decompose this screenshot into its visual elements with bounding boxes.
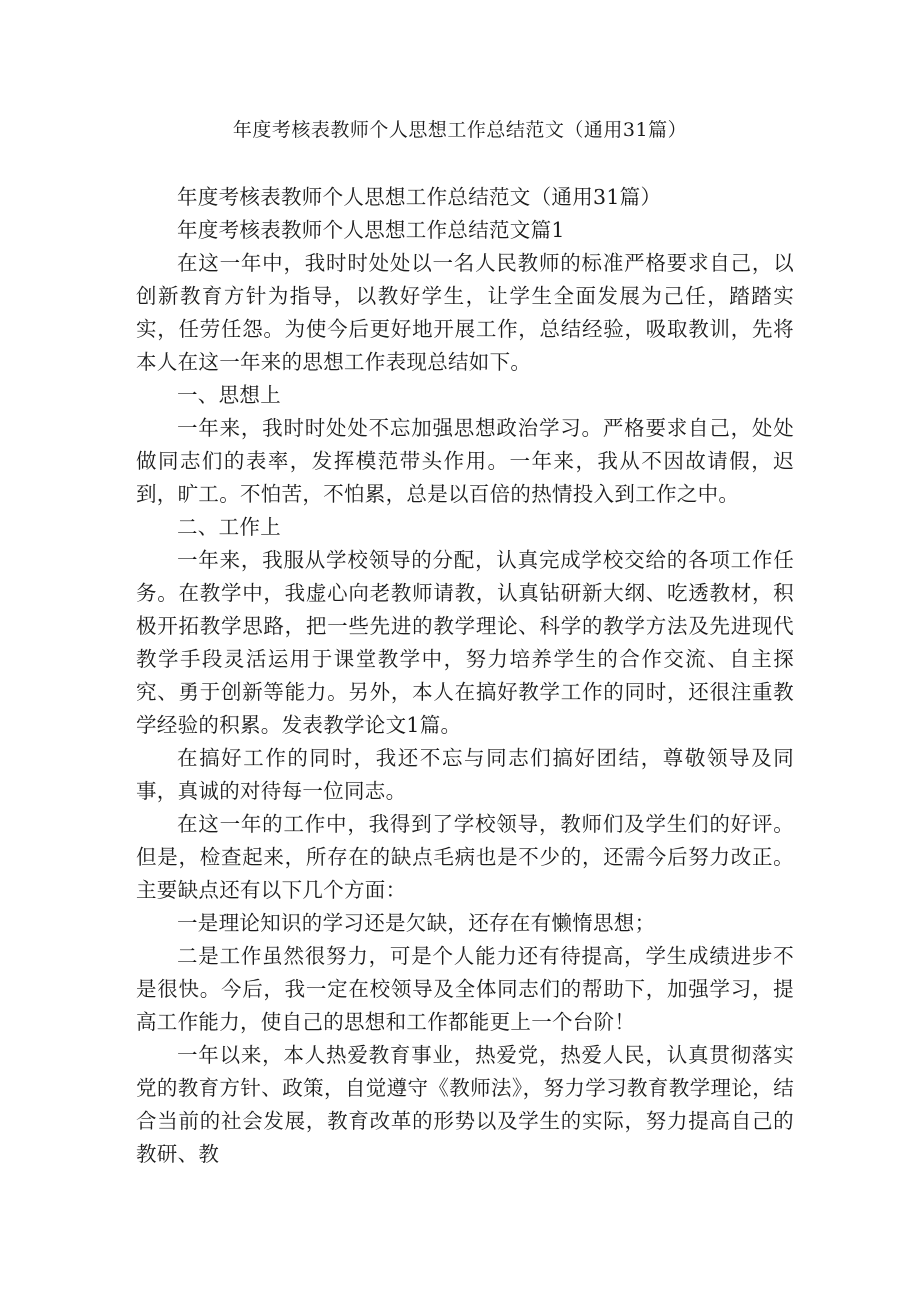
shortcoming-1-paragraph: 一是理论知识的学习还是欠缺，还存在有懒惰思想；	[177, 911, 656, 935]
intro-paragraph: 在这一年中，我时时处处以一名人民教师的标准严格要求自己，以创新教育方针为指导，以教好学生，让学生全面发展为己任，踏踏实实，任劳任怨。为使今后更好地开展工作，总结经验，吸取教训，先将本人在这一年来的思想工作表现总结如下。	[136, 251, 794, 374]
subtitle-paragraph: 年度考核表教师个人思想工作总结范文（通用31篇）	[177, 185, 662, 209]
work-paragraph: 一年来，我服从学校领导的分配，认真完成学校交给的各项工作任务。在教学中，我虚心向老教师请教，认真钻研新大纲、吃透教材，积极开拓教学思路，把一些先进的教学理论、科学的教学方法及先进现代教学手段灵活运用于课堂教学中，努力培养学生的合作交流、自主探究、勇于创新等能力。另外，本人在搞好教学工作的同时，还很注重教学经验的积累。发表教学论文1篇。	[136, 548, 794, 737]
evaluation-paragraph: 在这一年的工作中，我得到了学校领导，教师们及学生们的好评。但是，检查起来，所存在的缺点毛病也是不少的，还需今后努力改正。主要缺点还有以下几个方面：	[136, 812, 794, 902]
closing-paragraph: 一年以来，本人热爱教育事业，热爱党，热爱人民，认真贯彻落实党的教育方针、政策，自觉遵守《教师法》，努力学习教育教学理论，结合当前的社会发展，教育改革的形势以及学生的实际，努力提高自己的教研、教	[136, 1043, 794, 1166]
document-title: 年度考核表教师个人思想工作总结范文（通用31篇）	[232, 119, 688, 141]
document-body	[136, 181, 794, 1171]
shortcoming-2-paragraph: 二是工作虽然很努力，可是个人能力还有待提高，学生成绩进步不是很快。今后，我一定在校领导及全体同志们的帮助下，加强学习，提高工作能力，使自己的思想和工作都能更上一个台阶！	[136, 944, 794, 1034]
thought-paragraph: 一年来，我时时处处不忘加强思想政治学习。严格要求自己，处处做同志们的表率，发挥模范带头作用。一年来，我从不因故请假，迟到，旷工。不怕苦，不怕累，总是以百倍的热情投入到工作之中。	[136, 416, 794, 506]
unity-paragraph: 在搞好工作的同时，我还不忘与同志们搞好团结，尊敬领导及同事，真诚的对待每一位同志。	[136, 746, 794, 803]
section-heading-article-1: 年度考核表教师个人思想工作总结范文篇1	[177, 218, 565, 242]
section-heading-work: 二、工作上	[177, 515, 281, 539]
section-heading-thought: 一、思想上	[177, 383, 281, 407]
